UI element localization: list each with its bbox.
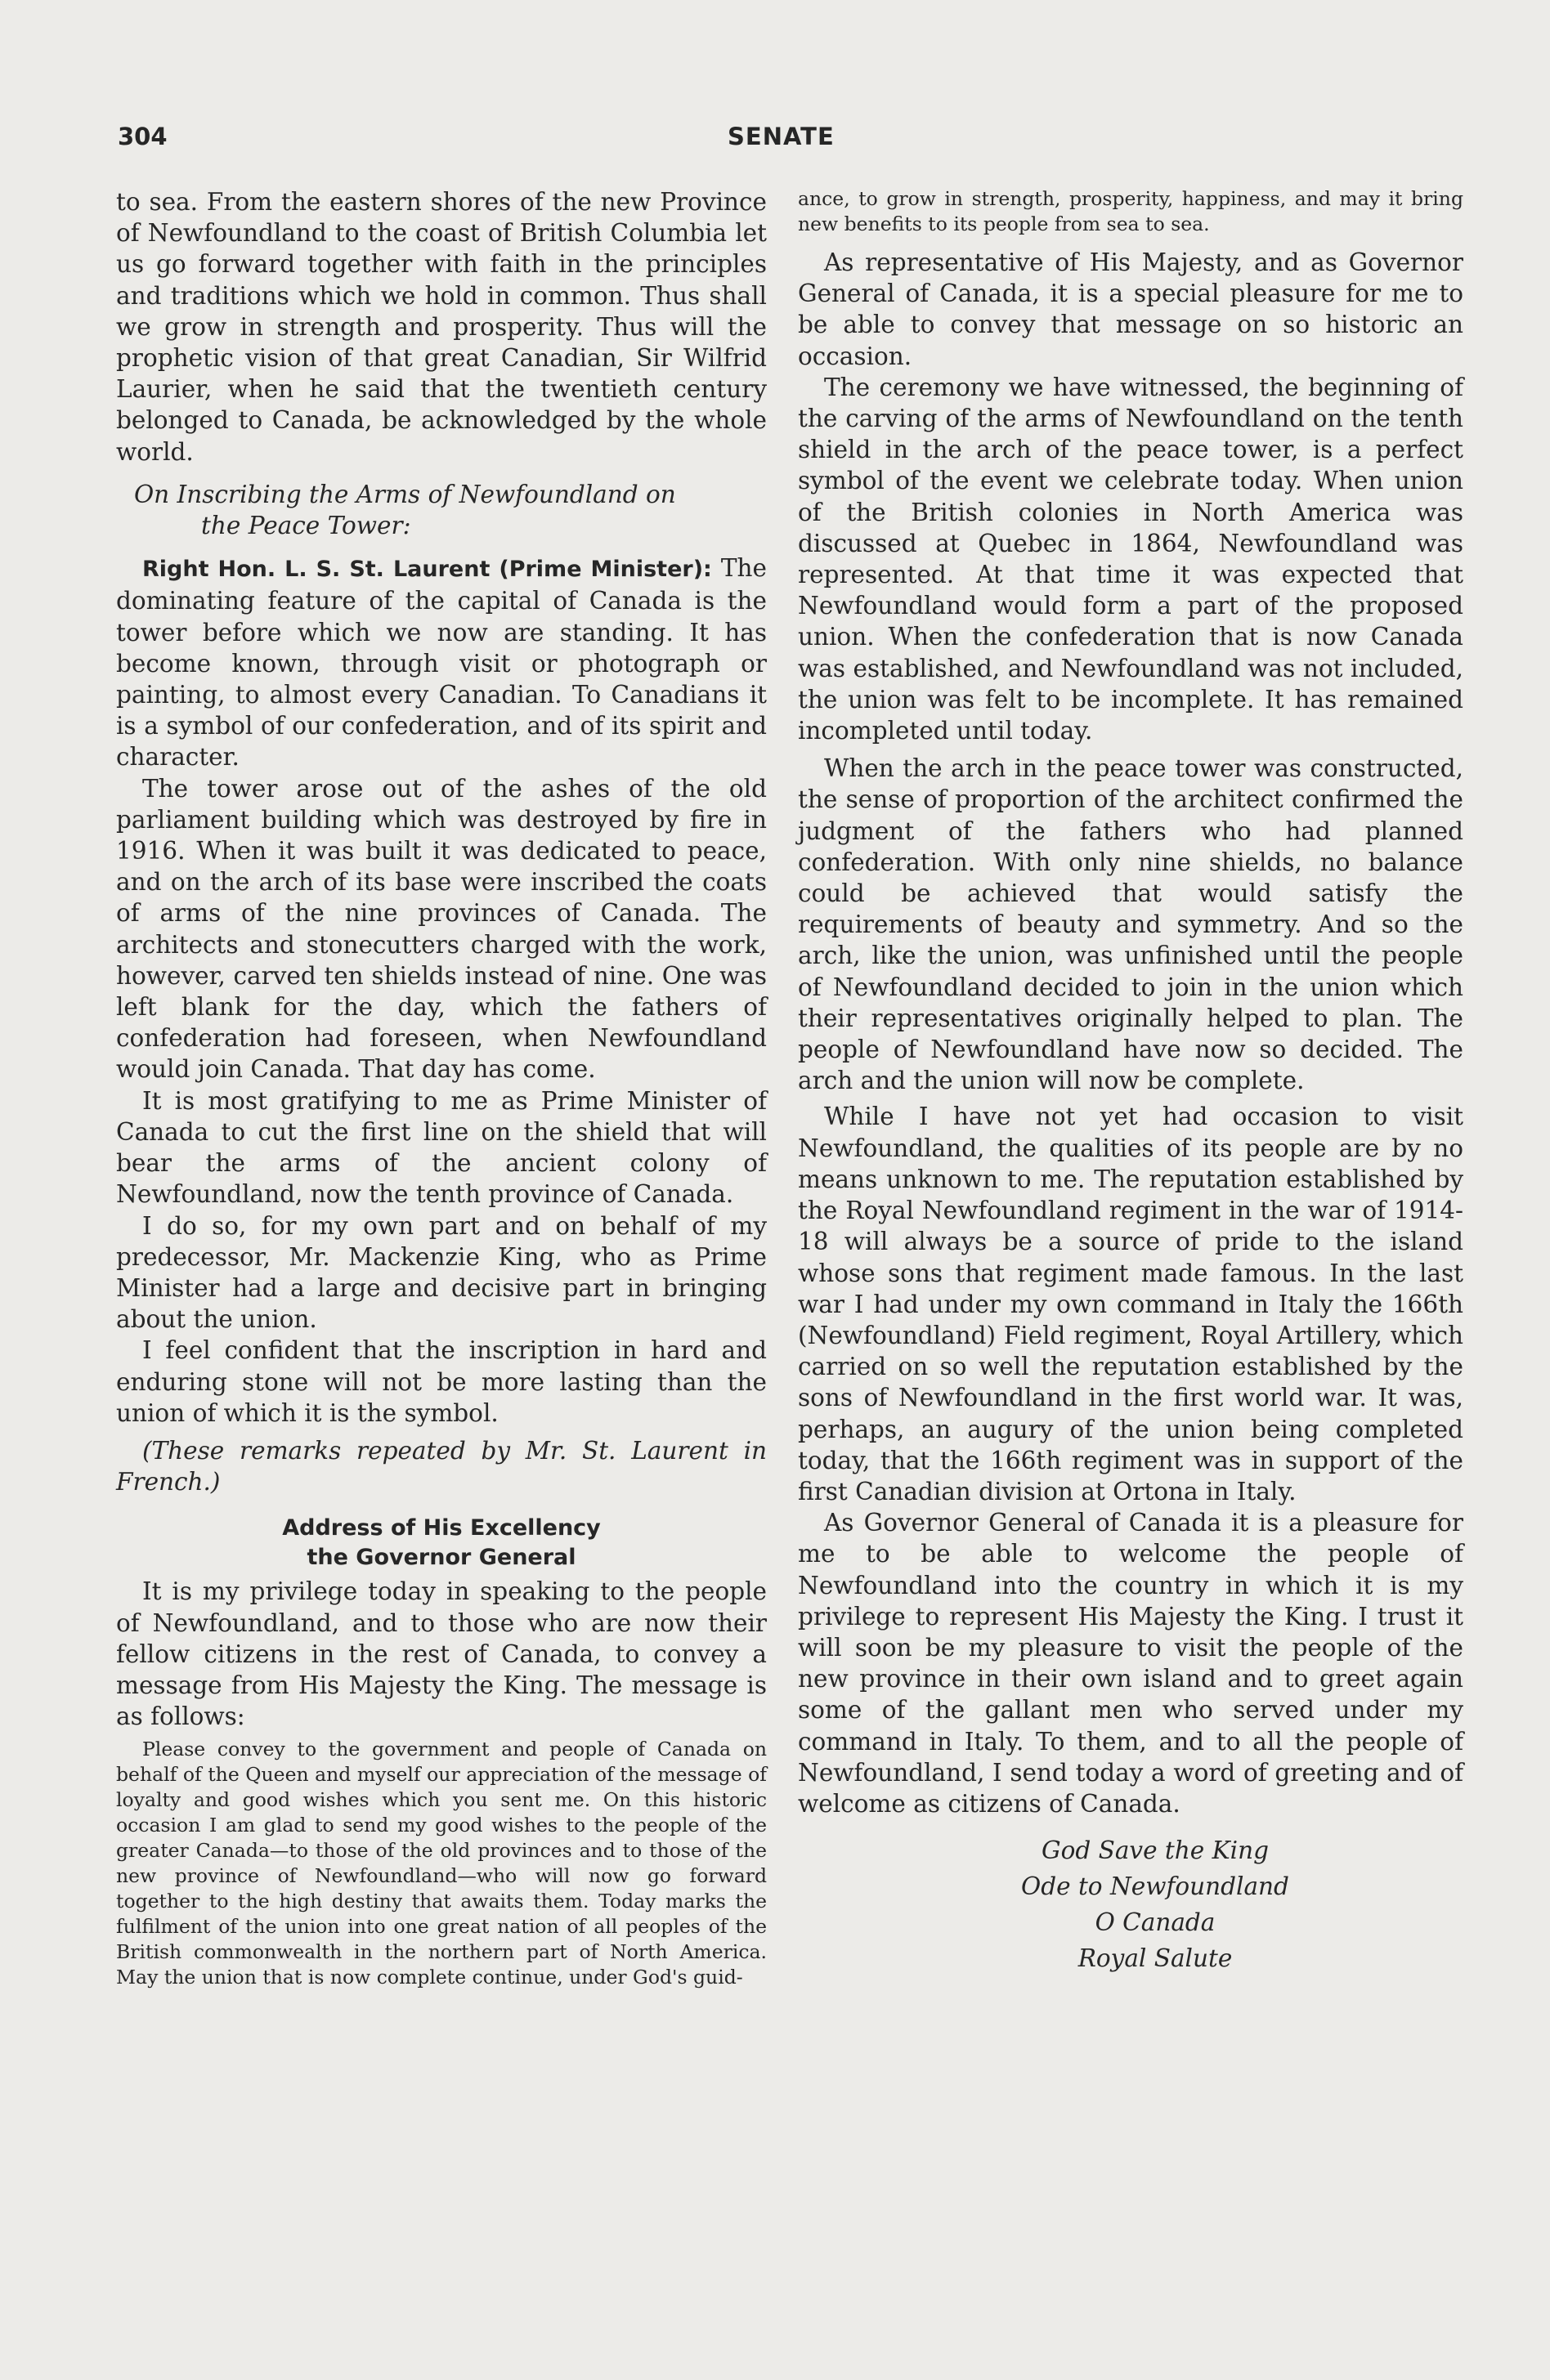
- paragraph: As representative of His Majesty, and as Governor General of Canada, it is a special pleasure for me to be able to convey that message on so historic an occasion.: [798, 248, 1463, 370]
- page-number: 304: [118, 123, 168, 150]
- stage-note: (These remarks repeated by Mr. St. Laurent in French.): [116, 1436, 767, 1496]
- paragraph: It is my privilege today in speaking to the people of Newfoundland, and to those who are now their fellow citizens in the rest of Canada, to convey a message from His Majesty the King. The message is as follows:: [116, 1577, 767, 1731]
- right-column: [798, 186, 1463, 1976]
- closing-line: O Canada: [1095, 1908, 1216, 1937]
- section-heading-line: the Peace Tower:: [201, 512, 411, 540]
- paragraph: to sea. From the eastern shores of the new Province of Newfoundland to the coast of British Columbia let us go forward together with faith in the principles and traditions which we hold in common. Thus shall we grow in strength and prosperity. Thus will the prophetic vision of that great Canadian, Sir Wilfrid Laurier, when he said that the twentieth century belonged to Canada, be acknowledged by the whole world.: [116, 188, 767, 466]
- paragraph: The ceremony we have witnessed, the beginning of the carving of the arms of Newfoundland on the tenth shield in the arch of the peace tower, is a perfect symbol of the event we celebrate today. When union of the British colonies in North America was discussed at Quebec in 1864, Newfoundland was represented. At that time it was expected that Newfoundland would form a part of the proposed union. When the confederation that is now Canada was established, and Newfoundland was not included, the union was felt to be incomplete. It has remained incompleted until today.: [798, 373, 1463, 745]
- section-heading: [116, 479, 767, 541]
- paragraph: I feel confident that the inscription in hard and enduring stone will not be more lasting than the union of which it is the symbol.: [116, 1336, 767, 1427]
- paragraph: I do so, for my own part and on behalf of my predecessor, Mr. Mackenzie King, who as Prime Minister had a large and decisive part in bringing about the union.: [116, 1211, 767, 1334]
- left-column: [116, 186, 767, 1990]
- paragraph: The tower arose out of the ashes of the old parliament building which was destroyed by fire in 1916. When it was built it was dedicated to peace, and on the arch of its base were inscribed the coats of arms of the nine provinces of Canada. The architects and stonecutters charged with the work, however, carved ten shields instead of nine. One was left blank for the day, which the fathers of confederation had foreseen, when Newfoundland would join Canada. That day has come.: [116, 774, 767, 1084]
- royal-message: Please convey to the government and people of Canada on behalf of the Queen and myself our appreciation of the message of loyalty and good wishes which you sent me. On this historic occasion I am glad to send my good wishes to the people of the greater Canada—to those of the old provinces and to those of the new province of Newfoundland—who will now go forward together to the high destiny that awaits them. Today marks the fulfilment of the union into one great nation of all peoples of the British commonwealth in the northern part of North America. May the union that is now complete continue, under God's guid-: [116, 1738, 767, 1989]
- section-heading-line: On Inscribing the Arms of Newfoundland on: [134, 480, 676, 508]
- paragraph: As Governor General of Canada it is a pleasure for me to be able to welcome the people of Newfoundland into the country in which it is my privilege to represent His Majesty the King. I trust it will soon be my pleasure to visit the people of the new province in their own island and to greet again some of the gallant men who served under my command in Italy. To them, and to all the people of Newfoundland, I send today a word of greeting and of welcome as citizens of Canada.: [798, 1509, 1463, 1818]
- speech-text: The dominating feature of the capital of Canada is the tower before which we now are standing. It has become known, through visit or photograph or painting, to almost every Canadian. To Canadians it is a symbol of our confederation, and of its spirit and character.: [116, 554, 767, 772]
- closing-line: God Save the King: [1042, 1836, 1269, 1865]
- address-heading: [116, 1514, 767, 1572]
- speech-paragraph: [116, 552, 767, 772]
- paragraph: When the arch in the peace tower was constructed, the sense of proportion of the architect confirmed the judgment of the fathers who had planned confederation. With only nine shields, no balance could be achieved that would satisfy the requirements of beauty and symmetry. And so the arch, like the union, was unfinished until the people of Newfoundland decided to join in the union which their representatives originally helped to plan. The people of Newfoundland have now so decided. The arch and the union will now be complete.: [798, 754, 1463, 1095]
- closing-line: Ode to Newfoundland: [1021, 1872, 1289, 1901]
- closing-program: [798, 1832, 1463, 1976]
- paragraph: It is most gratifying to me as Prime Minister of Canada to cut the first line on the shield that will bear the arms of the ancient colony of Newfoundland, now the tenth province of Canada.: [116, 1086, 767, 1209]
- speaker-name: Right Hon. L. S. St. Laurent (Prime Minister):: [142, 557, 712, 583]
- closing-line: Royal Salute: [1077, 1944, 1233, 1973]
- address-heading-line: the Governor General: [307, 1545, 576, 1571]
- page-header: [118, 123, 1460, 163]
- paragraph: While I have not yet had occasion to visit Newfoundland, the qualities of its people are by no means unknown to me. The reputation established by the Royal Newfoundland regiment in the war of 1914-18 will always be a source of pride to the island whose sons that regiment made famous. In the last war I had under my own command in Italy the 166th (Newfoundland) Field regiment, Royal Artillery, which carried on so well the reputation established by the sons of Newfoundland in the first world war. It was, perhaps, an augury of the union being completed today, that the 166th regiment was in support of the first Canadian division at Ortona in Italy.: [798, 1103, 1463, 1505]
- address-heading-line: Address of His Excellency: [282, 1515, 601, 1541]
- royal-message-continued: ance, to grow in strength, prosperity, happiness, and may it bring new benefits to its people from sea to sea.: [798, 187, 1463, 235]
- running-head: SENATE: [728, 123, 835, 150]
